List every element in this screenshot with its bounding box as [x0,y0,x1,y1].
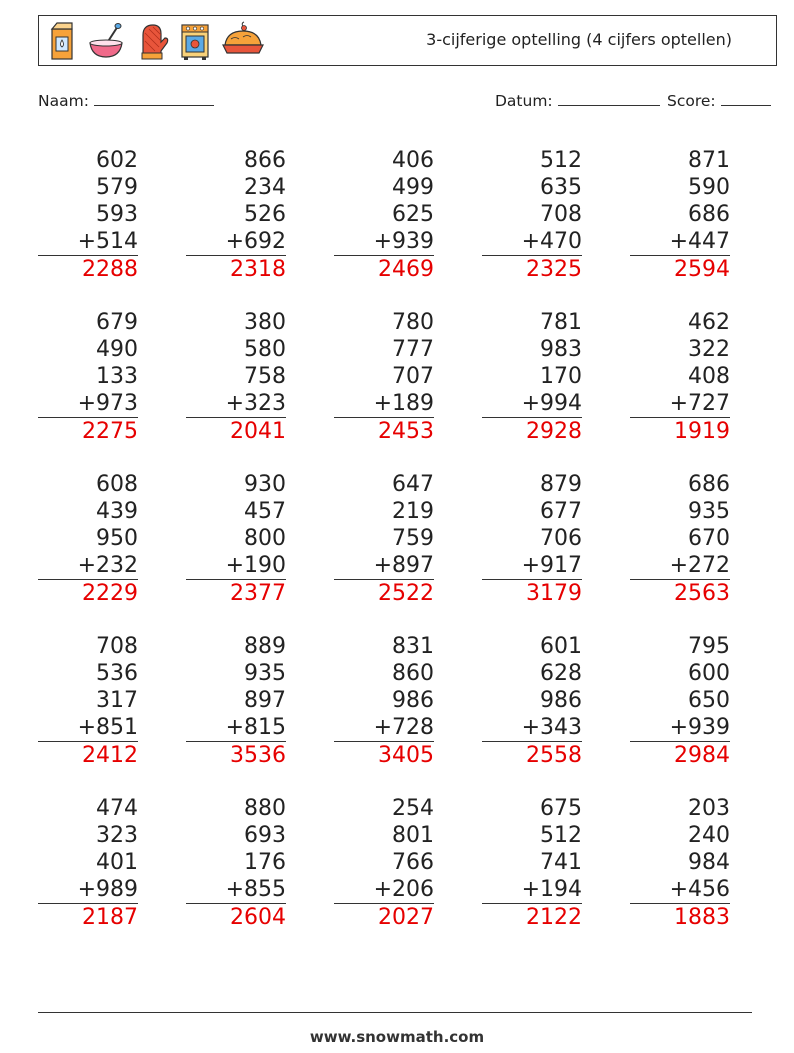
answer: 2469 [378,257,434,282]
addend: 408 [688,364,730,389]
date-label: Datum: [495,92,553,110]
last-addend: +272 [630,552,730,580]
answer: 2928 [526,419,582,444]
addend: 628 [540,661,582,686]
answer: 2594 [674,257,730,282]
addition-problem [482,795,582,932]
answer: 2027 [378,905,434,930]
addend: 401 [96,850,138,875]
addition-problem [186,309,286,446]
last-addend: +939 [334,228,434,256]
addition-problem [38,633,138,770]
answer: 2229 [82,581,138,606]
addend: 219 [392,499,434,524]
name-field [38,92,214,110]
answer: 2563 [674,581,730,606]
addition-problem [38,471,138,608]
addend: 602 [96,148,138,173]
pie-icon [221,21,265,61]
answer: 2412 [82,743,138,768]
addend: 462 [688,310,730,335]
addend: 234 [244,175,286,200]
addition-problem [630,471,730,608]
score-field [667,92,771,110]
addend: 203 [688,796,730,821]
addition-problem [38,309,138,446]
addend: 380 [244,310,286,335]
addend: 536 [96,661,138,686]
last-addend: +189 [334,390,434,418]
header-box [38,15,777,66]
score-line[interactable] [721,92,771,106]
addend: 579 [96,175,138,200]
addend: 759 [392,526,434,551]
addend: 526 [244,202,286,227]
addition-problem [186,147,286,284]
addend: 512 [540,823,582,848]
addend: 758 [244,364,286,389]
last-addend: +989 [38,876,138,904]
last-addend: +514 [38,228,138,256]
answer: 2041 [230,419,286,444]
last-addend: +855 [186,876,286,904]
addend: 801 [392,823,434,848]
addend: 317 [96,688,138,713]
addend: 986 [540,688,582,713]
addend: 635 [540,175,582,200]
last-addend: +727 [630,390,730,418]
addend: 474 [96,796,138,821]
worksheet-title: 3-cijferige optelling (4 cijfers optellen) [426,30,732,49]
addend: 322 [688,337,730,362]
addend: 686 [688,472,730,497]
addend: 133 [96,364,138,389]
addend: 457 [244,499,286,524]
addend: 831 [392,634,434,659]
addend: 601 [540,634,582,659]
addend: 406 [392,148,434,173]
answer: 2187 [82,905,138,930]
addition-problem [630,795,730,932]
addend: 677 [540,499,582,524]
addend: 647 [392,472,434,497]
addend: 707 [392,364,434,389]
addition-problem [334,795,434,932]
name-label: Naam: [38,92,89,110]
addend: 490 [96,337,138,362]
addend: 254 [392,796,434,821]
last-addend: +897 [334,552,434,580]
last-addend: +343 [482,714,582,742]
last-addend: +190 [186,552,286,580]
addition-problem [334,147,434,284]
footer-divider [38,1012,752,1013]
name-line[interactable] [94,92,214,106]
addend: 439 [96,499,138,524]
addend: 499 [392,175,434,200]
addend: 935 [688,499,730,524]
answer: 2984 [674,743,730,768]
footer-site: www.snowmath.com [309,1028,485,1046]
answer: 2122 [526,905,582,930]
last-addend: +939 [630,714,730,742]
addend: 693 [244,823,286,848]
last-addend: +232 [38,552,138,580]
addition-problem [334,633,434,770]
addend: 986 [392,688,434,713]
addend: 860 [392,661,434,686]
addition-problem [630,633,730,770]
answer: 1919 [674,419,730,444]
addition-problem [334,471,434,608]
addend: 930 [244,472,286,497]
addend: 897 [244,688,286,713]
addend: 240 [688,823,730,848]
answer: 2558 [526,743,582,768]
last-addend: +447 [630,228,730,256]
score-label: Score: [667,92,716,110]
addend: 795 [688,634,730,659]
last-addend: +206 [334,876,434,904]
addend: 766 [392,850,434,875]
addend: 935 [244,661,286,686]
milk-carton-icon [47,21,77,61]
answer: 2318 [230,257,286,282]
date-line[interactable] [558,92,660,106]
last-addend: +456 [630,876,730,904]
answer: 2325 [526,257,582,282]
addend: 777 [392,337,434,362]
addend: 675 [540,796,582,821]
last-addend: +692 [186,228,286,256]
addend: 871 [688,148,730,173]
header-icons [47,20,265,62]
answer: 3536 [230,743,286,768]
addend: 608 [96,472,138,497]
addend: 800 [244,526,286,551]
answer: 2377 [230,581,286,606]
addend: 879 [540,472,582,497]
answer: 3405 [378,743,434,768]
last-addend: +728 [334,714,434,742]
addition-problem [186,633,286,770]
addition-problem [334,309,434,446]
addend: 984 [688,850,730,875]
addend: 670 [688,526,730,551]
addend: 983 [540,337,582,362]
addend: 741 [540,850,582,875]
last-addend: +323 [186,390,286,418]
last-addend: +851 [38,714,138,742]
addend: 708 [96,634,138,659]
addition-problem [38,147,138,284]
addend: 866 [244,148,286,173]
addition-problem [186,795,286,932]
addend: 880 [244,796,286,821]
addend: 580 [244,337,286,362]
addend: 686 [688,202,730,227]
answer: 2604 [230,905,286,930]
answer: 3179 [526,581,582,606]
answer: 2453 [378,419,434,444]
addend: 950 [96,526,138,551]
addend: 625 [392,202,434,227]
last-addend: +994 [482,390,582,418]
addition-problem [482,633,582,770]
addend: 889 [244,634,286,659]
addend: 590 [688,175,730,200]
answer: 2288 [82,257,138,282]
addition-problem [482,471,582,608]
oven-mitt-icon [135,21,169,61]
date-field [495,92,660,110]
addend: 512 [540,148,582,173]
addend: 679 [96,310,138,335]
oven-icon [179,21,211,61]
addition-problem [630,147,730,284]
addend: 708 [540,202,582,227]
last-addend: +973 [38,390,138,418]
addition-problem [482,147,582,284]
addend: 650 [688,688,730,713]
answer: 2275 [82,419,138,444]
mixing-bowl-icon [87,21,125,61]
addition-problem [38,795,138,932]
addition-problem [186,471,286,608]
addend: 170 [540,364,582,389]
addition-problem [482,309,582,446]
addend: 593 [96,202,138,227]
addend: 781 [540,310,582,335]
addend: 323 [96,823,138,848]
last-addend: +917 [482,552,582,580]
last-addend: +470 [482,228,582,256]
addend: 600 [688,661,730,686]
addition-problem [630,309,730,446]
last-addend: +194 [482,876,582,904]
addend: 706 [540,526,582,551]
last-addend: +815 [186,714,286,742]
answer: 1883 [674,905,730,930]
addend: 176 [244,850,286,875]
answer: 2522 [378,581,434,606]
addend: 780 [392,310,434,335]
